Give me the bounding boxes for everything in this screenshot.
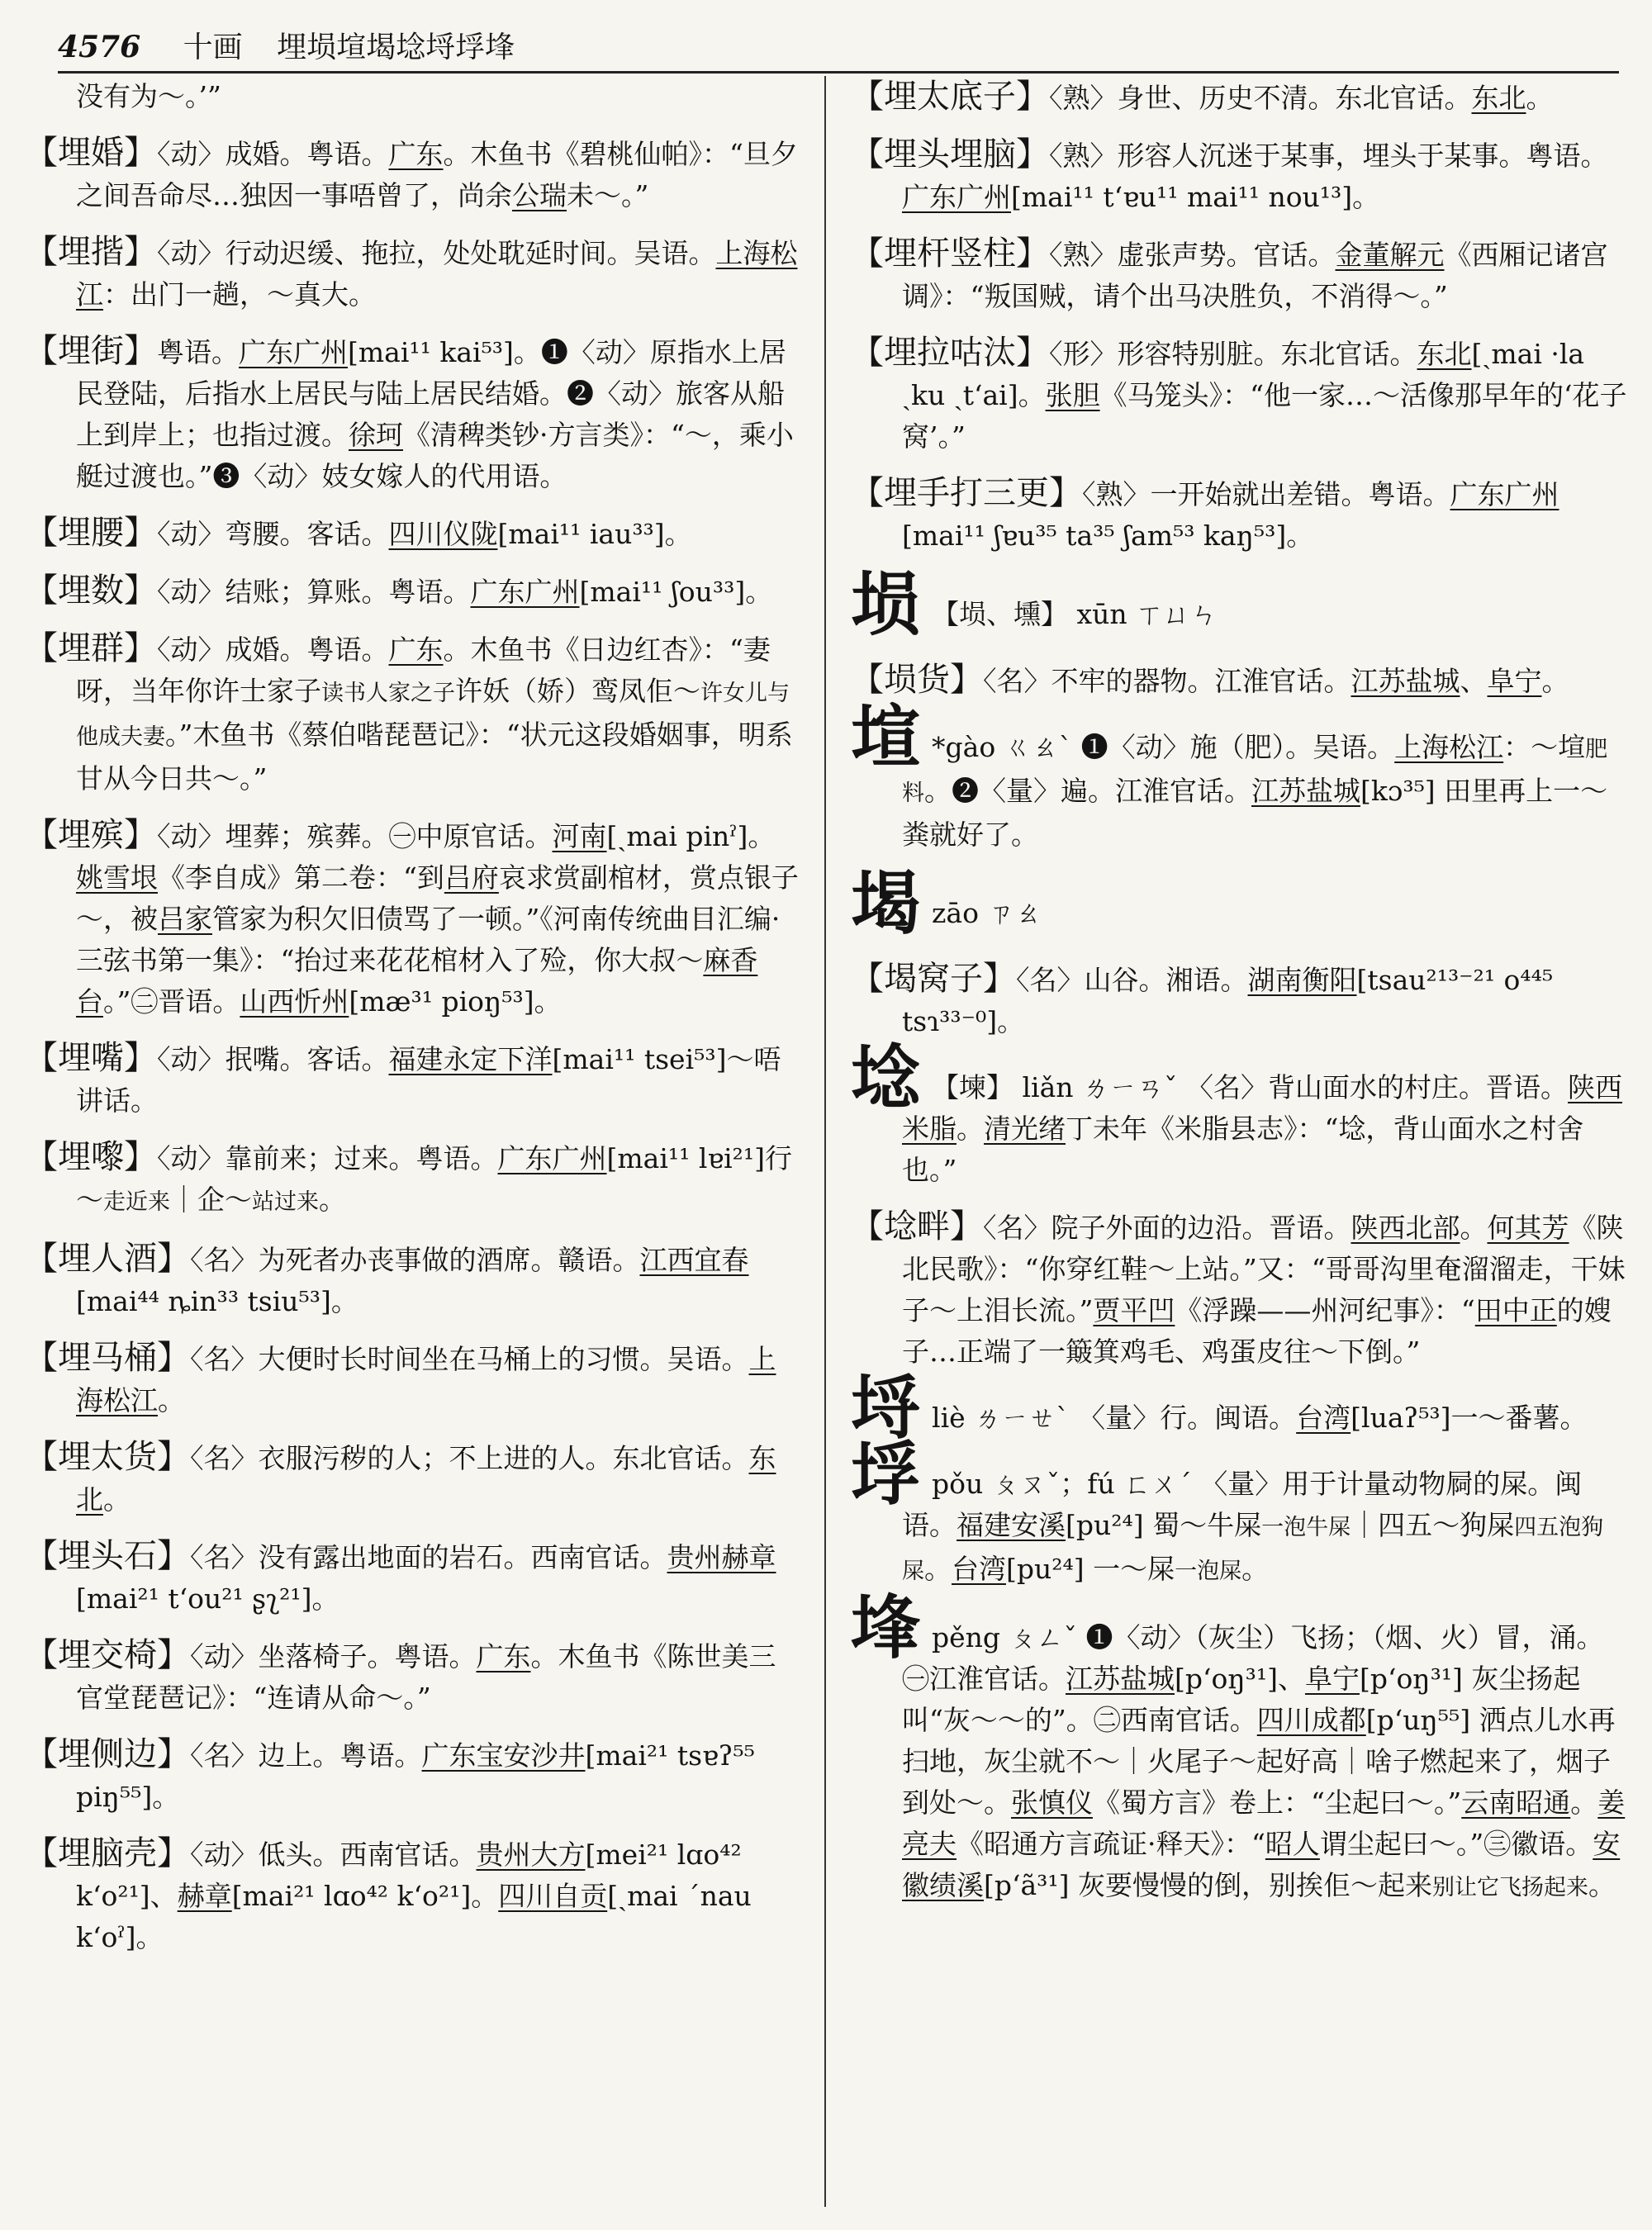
right-column [851, 76, 1627, 2215]
headword: 【埋腰】 [25, 514, 157, 552]
headword: 【埋婚】 [25, 134, 157, 172]
place-name: 贵州大方 [476, 1839, 586, 1871]
place-name: 江苏盐城 [1066, 1663, 1175, 1695]
entry-mai-tai-di-zi: 【埋太底子】〈熟〉身世、历史不清。东北官话。东北。 [851, 78, 1554, 116]
place-name: 东北 [1417, 338, 1472, 370]
char-entry-gao: 塇 *gào ㄍㄠˋ ❶〈动〉施（肥）。吴语。上海松江：～塇肥料。❷〈量〉遍。江淮官话。江苏盐城[kɔ³⁵] 田里再上一～粪就好了。 [851, 696, 1608, 851]
head-character: 垺 [851, 1433, 921, 1515]
headword: 【埋手打三更】 [851, 474, 1082, 512]
place-name: 广东广州 [497, 1142, 607, 1174]
person-name: 麻香台 [76, 944, 758, 1018]
entry-mai-qun: 【埋群】〈动〉成婚。粤语。广东。木鱼书《日边红杏》：“妻呀，当年你许士家子读书人家之子许妖（娇）鸾凤佢～许女儿与他成夫妻。”木鱼书《蔡伯喈琵琶记》：“状元这段婚姻事，明系甘从今日共～。” [25, 629, 793, 795]
place-name: 东北 [1471, 82, 1526, 114]
stroke-section: 十画 [183, 31, 243, 64]
entry-xun-huo: 【埙货】〈名〉不牢的器物。江淮官话。江苏盐城、阜宁。 [851, 661, 1569, 699]
left-column [25, 76, 801, 2215]
headword: 【埋人酒】 [25, 1240, 190, 1278]
gloss: 别让它飞扬起来 [1432, 1875, 1588, 1900]
gloss: 肥料 [902, 737, 1608, 806]
headword: 【埋嚟】 [25, 1138, 157, 1176]
place-name: 广东宝安沙井 [421, 1739, 586, 1772]
entry-mai-shou-da-san-geng: 【埋手打三更】〈熟〉一开始就出差错。粤语。广东广州[mai¹¹ ʃɐu³⁵ ta³⁵ ʃam⁵³ kaŋ⁵³]。 [851, 474, 1559, 552]
char-entry-lie: 埒liè ㄌㄧㄝˋ 〈量〉行。闽语。台湾[luaʔ⁵³]一～番薯。 [851, 1367, 1588, 1449]
place-name: 广东 [388, 633, 444, 666]
entry-mai-bin: 【埋殡】〈动〉埋葬；殡葬。㊀中原官话。河南[ˏmai pinˀ]。姚雪垠《李自成》第二卷：“到吕府哀求赏副棺材，赏点银子～，被吕家管家为积欠旧债骂了一顿。”《河南传统曲目汇编·三弦书第一集》：“抬过来花花棺材入了殓，你大叔～麻香台。”㊁晋语。山西忻州[mæ³¹ pioŋ⁵³]。 [25, 816, 799, 1018]
person-name: 姚雪垠 [76, 861, 158, 894]
place-name: 广东 [476, 1640, 531, 1672]
entry-mai-shu: 【埋数】〈动〉结账；算账。粤语。广东广州[mai¹¹ ʃou³³]。 [25, 572, 773, 610]
entry-mai-ma-tong: 【埋马桶】〈名〉大便时长时间坐在马桶上的习惯。吴语。上海松江。 [25, 1339, 776, 1416]
char-head-zao: 堨zāo ㄗㄠ [851, 862, 1042, 944]
headword: 【埋马桶】 [25, 1339, 190, 1377]
headword: 【埋数】 [25, 572, 157, 610]
person-name: 张慎仪 [1011, 1786, 1093, 1819]
head-character: 塇 [851, 696, 921, 778]
page-number: 4576 [58, 30, 141, 64]
header-characters: 埋埙塇堨埝埒垺埄 [277, 31, 515, 64]
gloss: 读书人家之子 [321, 681, 455, 706]
entry-mai-hun: 【埋婚】〈动〉成婚。粤语。广东。木鱼书《碧桃仙帕》：“旦夕之间吾命尽…独因一事唔曾了，尚余公瑞未～。” [25, 134, 798, 211]
place-name: 台湾 [952, 1553, 1006, 1585]
entry-mai-kai-1: 【埋揩】〈动〉行动迟缓、拖拉，处处耽延时间。吴语。上海松江：出门一趟，～真大。 [25, 233, 798, 311]
headword: 【埋太底子】 [851, 78, 1049, 116]
entry-mai-nao-ke: 【埋脑壳】〈动〉低头。西南官话。贵州大方[mei²¹ lɑo⁴² kʻo²¹]、赫章[mai²¹ lɑo⁴² kʻo²¹]。四川自贡[ˏmai ˊnau kʻoˀ]。 [25, 1834, 752, 1953]
headword: 【埋街】 [25, 332, 157, 370]
char-entry-peng: 埄pěng ㄆㄥˇ ❶〈动〉（灰尘）飞扬；（烟、火）冒，涌。㊀江淮官话。江苏盐城[pʻoŋ³¹]、阜宁[pʻoŋ³¹] 灰尘扬起叫“灰～～的”。㊁西南官话。四川成都[pʻuŋ⁵⁵] 洒点儿水再扫地，灰尘就不～｜火尾子～起好高｜啥子燃起来了，烟子到处～。张慎仪《蜀方言》卷上：“尘起曰～。”云南昭通。姜亮夫《昭通方言疏证·释天》：“昭人谓尘起曰～。”㊂徽语。安徽绩溪[pʻã³¹] 灰要慢慢的倒，别挨佢～起来别让它飞扬起来。 [851, 1587, 1626, 1901]
head-character: 堨 [851, 862, 921, 944]
person-name: 姜亮夫 [902, 1786, 1626, 1860]
place-name: 湖南衡阳 [1247, 964, 1357, 996]
place-name: 阜宁 [1304, 1663, 1360, 1695]
place-name: 上海松江 [76, 237, 798, 311]
place-name: 四川成都 [1256, 1704, 1366, 1736]
place-name: 云南昭通 [1461, 1786, 1571, 1819]
gloss: 走近来 [103, 1189, 170, 1215]
place-name: 陕西米脂 [902, 1071, 1623, 1145]
place-name: 江西宜春 [639, 1244, 749, 1276]
char-entry-pou: 垺pǒu ㄆㄡˇ；fú ㄈㄨˊ 〈量〉用于计量动物屙的屎。闽语。福建安溪[pu²⁴] 蜀～牛屎一泡牛屎｜四五～狗屎四五泡狗屎。台湾[pu²⁴] 一～屎一泡屎。 [851, 1433, 1604, 1585]
place-name: 上海松江 [1394, 731, 1504, 763]
person-name: 何其芳 [1487, 1212, 1569, 1244]
entry-mai-tai-huo: 【埋太货】〈名〉衣服污秽的人；不上进的人。东北官话。东北。 [25, 1438, 776, 1516]
headword: 【埋揩】 [25, 233, 157, 271]
place-name: 吕家 [158, 903, 212, 935]
place-name: 安徽绩溪 [902, 1828, 1621, 1901]
entry-mai-tou-mai-nao: 【埋头埋脑】〈熟〉形容人沉迷于某事，埋头于某事。粤语。广东广州[mai¹¹ tʻɐu¹¹ mai¹¹ nou¹³]。 [851, 135, 1608, 213]
headword: 【堨窝子】 [851, 960, 1016, 998]
head-character: 埝 [851, 1037, 921, 1118]
entry-mai-jie: 【埋街】粤语。广东广州[mai¹¹ kai⁵³]。❶〈动〉原指水上居民登陆，后指水上居民与陆上居民结婚。❷〈动〉旅客从船上到岸上；也指过渡。徐珂《清稗类钞·方言类》：“～，乘小艇过渡也。”❸〈动〉妓女嫁人的代用语。 [25, 332, 794, 492]
place-name: 四川自贡 [498, 1880, 608, 1912]
place-name: 福建安溪 [957, 1509, 1066, 1541]
place-name: 台湾 [1296, 1402, 1351, 1434]
entry-mai-li: 【埋嚟】〈动〉靠前来；过来。粤语。广东广州[mai¹¹ lɐi²¹]行～走近来｜企～站过来。 [25, 1138, 792, 1216]
place-name: 昭人 [1265, 1828, 1320, 1860]
headword: 【埋脑壳】 [25, 1834, 190, 1872]
entry-mai-la-gu-tai: 【埋拉咕汰】〈形〉形容特别脏。东北官话。东北[ˏmai ·la ˏku ˏtʻai]。张胆《马笼头》：“他一家…～活像那早年的‘花子窝’。” [851, 334, 1627, 453]
headword: 【埋杆竖柱】 [851, 235, 1049, 273]
place-name: 河南 [552, 820, 607, 852]
entry-mai-zui: 【埋嘴】〈动〉抿嘴。客话。福建永定下洋[mai¹¹ tsei⁵³]～唔讲话。 [25, 1039, 781, 1117]
continuation-text: 没有为～。’” [76, 80, 221, 112]
head-character: 埒 [851, 1367, 921, 1449]
column-divider [824, 76, 826, 2207]
entry-mai-ce-bian: 【埋侧边】〈名〉边上。粤语。广东宝安沙井[mai²¹ tsɐʔ⁵⁵ piŋ⁵⁵]。 [25, 1735, 755, 1813]
place-name: 广东 [388, 138, 444, 170]
char-entry-lian: 埝 【堜】 liǎn ㄌㄧㄢˇ 〈名〉背山面水的村庄。晋语。陕西米脂。清光绪丁未年《米脂县志》：“埝，背山面水之村舍也。” [851, 1037, 1623, 1186]
place-name: 广东广州 [470, 576, 580, 608]
headword: 【埙货】 [851, 661, 983, 699]
person-name: 金董解元 [1335, 239, 1445, 271]
headword: 【埋殡】 [25, 816, 157, 854]
gloss: 一泡牛屎 [1261, 1515, 1351, 1540]
entry-lian-pan: 【埝畔】〈名〉院子外面的边沿。晋语。陕西北部。何其芳《陕北民歌》：“你穿红鞋～上站。”又：“哥哥沟里奄溜溜走，干妹子～上泪长流。”贾平凹《浮躁——州河纪事》：“田中正的嫂子…正端了一簸箕鸡毛、鸡蛋皮往～下倒。” [851, 1208, 1626, 1368]
place-name: 吕府 [444, 861, 499, 894]
gloss: 四五泡狗屎 [902, 1515, 1604, 1584]
headword: 【埝畔】 [851, 1208, 983, 1245]
gloss: 站过来 [252, 1189, 319, 1215]
place-name: 广东广州 [902, 181, 1011, 213]
person-name: 张胆 [1045, 379, 1100, 411]
headword: 【埋嘴】 [25, 1039, 157, 1077]
place-name: 江苏盐城 [1351, 665, 1460, 697]
place-name: 江苏盐城 [1251, 775, 1360, 807]
person-name: 田中正 [1474, 1294, 1557, 1326]
gloss: 许女儿与他成夫妻 [76, 681, 790, 750]
headword: 【埋拉咕汰】 [851, 334, 1049, 372]
entry-mai-yao: 【埋腰】〈动〉弯腰。客话。四川仪陇[mai¹¹ iau³³]。 [25, 514, 692, 552]
headword: 【埋头石】 [25, 1537, 190, 1575]
place-name: 广东广州 [1450, 478, 1559, 510]
headword: 【埋侧边】 [25, 1735, 190, 1773]
place-name: 陕西北部 [1351, 1212, 1460, 1244]
place-name: 上海松江 [76, 1343, 776, 1416]
place-name: 山西忻州 [240, 985, 349, 1018]
head-character: 埙 [851, 563, 921, 645]
head-character: 埄 [851, 1587, 921, 1668]
era-name: 清光绪 [984, 1113, 1066, 1145]
headword: 【埋头埋脑】 [851, 135, 1049, 173]
place-name: 四川仪陇 [388, 518, 498, 550]
headword: 【埋交椅】 [25, 1636, 190, 1674]
headword: 【埋太货】 [25, 1438, 190, 1476]
page-header [58, 23, 1619, 74]
place-name: 贵州赫章 [667, 1541, 776, 1573]
person-name: 徐珂 [349, 419, 403, 451]
entry-zao-wo-zi: 【堨窝子】〈名〉山谷。湘语。湖南衡阳[tsau²¹³⁻²¹ o⁴⁴⁵ tsɿ³³⁻⁰]。 [851, 960, 1554, 1037]
char-head-xun: 埙 【埙、壎】 xūn ㄒㄩㄣ [851, 563, 1218, 645]
person-name: 贾平凹 [1093, 1294, 1175, 1326]
entry-mai-tou-shi: 【埋头石】〈名〉没有露出地面的岩石。西南官话。贵州赫章[mai²¹ tʻou²¹ ʂʅ²¹]。 [25, 1537, 776, 1615]
headword: 【埋群】 [25, 629, 157, 667]
entry-mai-ren-jiu: 【埋人酒】〈名〉为死者办丧事做的酒席。赣语。江西宜春[mai⁴⁴ ȵin³³ tsiu⁵³]。 [25, 1240, 749, 1317]
place-name: 东北 [76, 1442, 776, 1516]
gloss: 一泡屎 [1175, 1559, 1242, 1584]
place-name: 福建永定下洋 [388, 1043, 553, 1075]
person-name: 公瑞 [512, 179, 567, 211]
entry-mai-jiao-yi: 【埋交椅】〈动〉坐落椅子。粤语。广东。木鱼书《陈世美三官堂琵琶记》：“连请从命～。” [25, 1636, 776, 1714]
place-name: 阜宁 [1487, 665, 1542, 697]
entry-mai-gan-shu-zhu: 【埋杆竖柱】〈熟〉虚张声势。官话。金董解元《西厢记诸宫调》：“叛国贼，请个出马决胜负，不消得～。” [851, 235, 1608, 312]
place-name: 赫章 [177, 1880, 232, 1912]
place-name: 广东广州 [239, 336, 348, 368]
